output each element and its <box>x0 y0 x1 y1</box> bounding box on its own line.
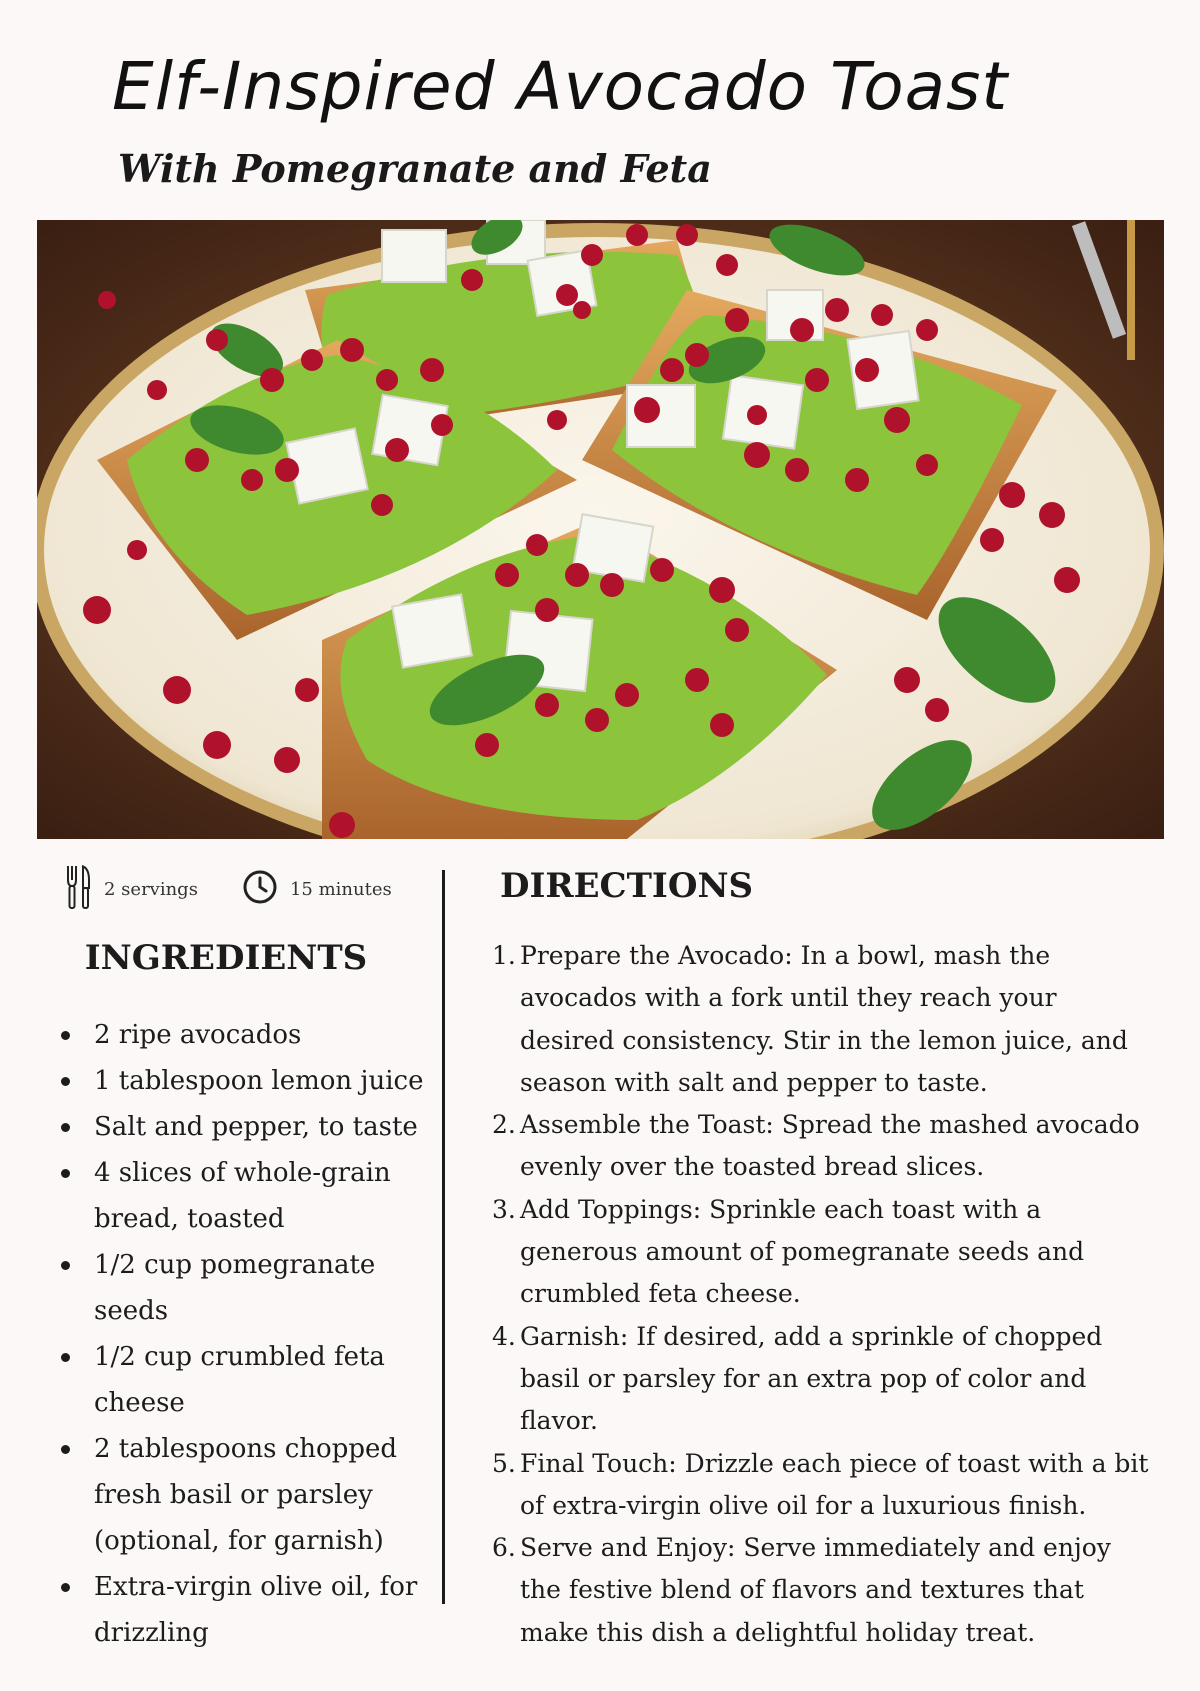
ingredient-item: 2 ripe avocados <box>54 1012 434 1058</box>
ingredient-item: Extra-virgin olive oil, for drizzling <box>54 1564 434 1656</box>
time-info <box>242 869 392 909</box>
recipe-meta <box>66 866 436 912</box>
ingredient-item: 1/2 cup crumbled feta cheese <box>54 1334 434 1426</box>
direction-step <box>492 1527 1150 1654</box>
ingredient-item: 2 tablespoons chopped fresh basil or parsley (optional, for garnish) <box>54 1426 434 1564</box>
clock-icon <box>242 869 278 909</box>
direction-step <box>492 1104 1150 1189</box>
step-text: Prepare the Avocado: In a bowl, mash the avocados with a fork until they reach your desired consistency. Stir in the lemon juice, and season with salt and pepper to taste. <box>520 941 1128 1097</box>
step-text: Add Toppings: Sprinkle each toast with a generous amount of pomegranate seeds and crumbled feta cheese. <box>520 1194 1085 1309</box>
servings-info <box>66 864 198 914</box>
column-divider <box>442 870 445 1604</box>
ingredients-list <box>54 1012 434 1656</box>
step-number: 4. <box>492 1321 516 1351</box>
directions-list <box>492 935 1150 1654</box>
step-text: Final Touch: Drizzle each piece of toast with a bit of extra-virgin olive oil for a luxurious finish. <box>520 1448 1149 1520</box>
step-number: 1. <box>492 941 516 970</box>
servings-text: 2 servings <box>104 878 198 900</box>
direction-step <box>492 935 1150 1104</box>
direction-step <box>492 1443 1150 1528</box>
step-text: Garnish: If desired, add a sprinkle of chopped basil or parsley for an extra pop of color and flavor. <box>520 1321 1103 1436</box>
step-number: 5. <box>492 1448 516 1478</box>
step-text: Serve and Enjoy: Serve immediately and enjoy the festive blend of flavors and textures that make this dish a delightful holiday treat. <box>520 1533 1111 1647</box>
direction-step <box>492 1189 1150 1316</box>
step-number: 3. <box>492 1194 516 1224</box>
recipe-title: Elf-Inspired Avocado Toast <box>112 48 1009 125</box>
recipe-subtitle: With Pomegranate and Feta <box>118 146 712 191</box>
directions-heading: DIRECTIONS <box>500 866 754 906</box>
ingredient-item: 1 tablespoon lemon juice <box>54 1058 434 1104</box>
ingredient-item: 4 slices of whole-grain bread, toasted <box>54 1150 434 1242</box>
ingredients-heading: INGREDIENTS <box>84 938 368 978</box>
ingredient-item: Salt and pepper, to taste <box>54 1104 434 1150</box>
fork-knife-icon <box>66 864 92 914</box>
step-text: Assemble the Toast: Spread the mashed avocado evenly over the toasted bread slices. <box>520 1110 1140 1182</box>
time-text: 15 minutes <box>289 878 392 900</box>
direction-step <box>492 1316 1150 1443</box>
step-number: 6. <box>492 1533 516 1563</box>
ingredient-item: 1/2 cup pomegranate seeds <box>54 1242 434 1334</box>
step-number: 2. <box>492 1110 516 1140</box>
avocado-toast-photo <box>37 220 1164 839</box>
